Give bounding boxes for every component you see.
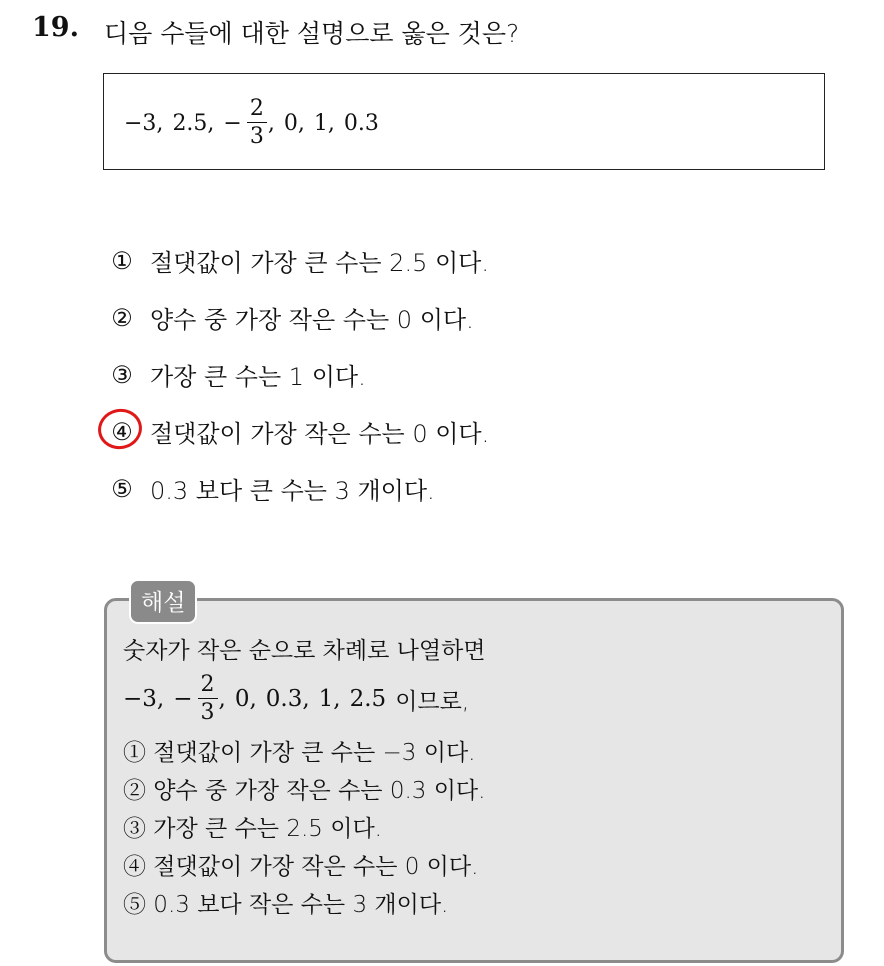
question-number: 19. xyxy=(32,12,79,43)
number-list-box xyxy=(103,73,825,170)
number-item: 0, xyxy=(283,110,305,136)
solution-line: ② 양수 중 가장 작은 수는 0.3 이다. xyxy=(123,777,486,804)
solution-ordered-list xyxy=(123,667,486,731)
choice-marker-glyph: ④ xyxy=(111,417,133,446)
number-item: −3, xyxy=(124,110,164,136)
solution-line: ③ 가장 큰 수는 2.5 이다. xyxy=(123,815,382,842)
fraction xyxy=(247,98,267,148)
question-text: 디음 수들에 대한 설명으로 옳은 것은? xyxy=(104,19,520,48)
solution-label: 해설 xyxy=(129,579,197,624)
number-item: 2.5 xyxy=(349,686,387,712)
choice-text: 0.3 보다 큰 수는 3 개이다. xyxy=(150,477,435,505)
solution-line: ① 절댓값이 가장 큰 수는 −3 이다. xyxy=(123,739,476,766)
fraction-denominator: 3 xyxy=(198,698,218,724)
choice-text: 절댓값이 가장 작은 수는 0 이다. xyxy=(150,420,490,448)
number-item: 0.3, xyxy=(265,686,310,712)
choice-marker xyxy=(108,418,136,446)
minus-sign: − xyxy=(173,686,193,712)
number-item: 0, xyxy=(234,686,257,712)
choice-1[interactable] xyxy=(108,232,489,289)
number-item: 1, xyxy=(318,686,341,712)
number-item: −3, xyxy=(123,686,165,712)
minus-sign: − xyxy=(223,110,242,136)
number-list xyxy=(124,94,379,152)
fraction-numerator: 2 xyxy=(249,96,264,121)
choice-marker: ② xyxy=(111,303,133,332)
choice-marker: ① xyxy=(111,246,133,275)
fraction-denominator: 3 xyxy=(247,122,267,148)
solution-body xyxy=(123,629,486,921)
number-item: 1, xyxy=(313,110,335,136)
choice-4[interactable] xyxy=(108,403,489,460)
choice-5[interactable] xyxy=(108,460,489,517)
choice-text: 절댓값이 가장 큰 수는 2.5 이다. xyxy=(150,249,489,277)
answer-choices xyxy=(108,232,489,517)
number-item: 0.3 xyxy=(343,110,379,136)
selected-answer-circle xyxy=(94,404,145,452)
solution-box xyxy=(104,598,844,963)
solution-line: ④ 절댓값이 가장 작은 수는 0 이다. xyxy=(123,853,479,880)
choice-2[interactable] xyxy=(108,289,489,346)
number-comma: , xyxy=(218,686,226,712)
fraction-numerator: 2 xyxy=(200,672,215,697)
solution-intro: 숫자가 작은 순으로 차례로 나열하면 xyxy=(123,637,486,664)
solution-line: ⑤ 0.3 보다 작은 수는 3 개이다. xyxy=(123,891,449,918)
number-comma: , xyxy=(267,110,275,136)
number-item: 2.5, xyxy=(172,110,215,136)
choice-3[interactable] xyxy=(108,346,489,403)
fraction xyxy=(198,674,218,724)
solution-tail-text: 이므로, xyxy=(395,688,470,715)
choice-marker: ⑤ xyxy=(111,474,133,503)
choice-text: 양수 중 가장 작은 수는 0 이다. xyxy=(150,306,474,334)
choice-text: 가장 큰 수는 1 이다. xyxy=(150,363,366,391)
choice-marker: ③ xyxy=(111,360,133,389)
